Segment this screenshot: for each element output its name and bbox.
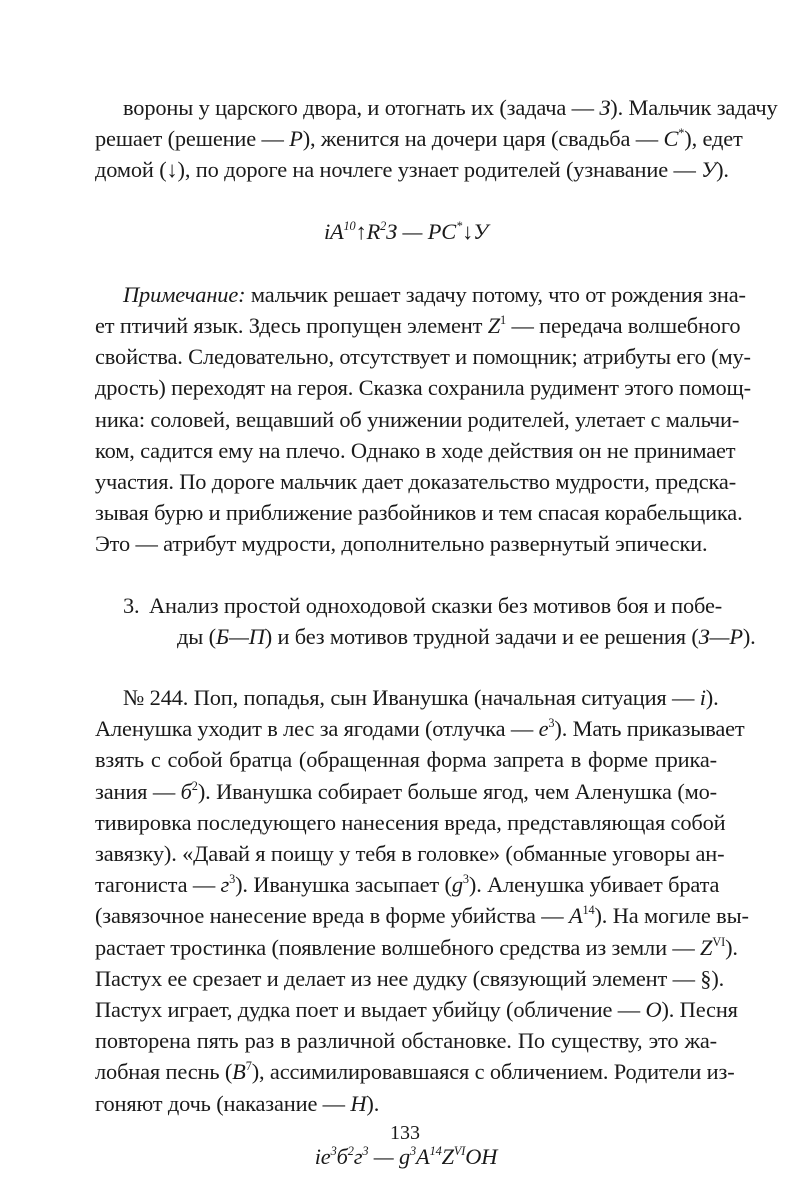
italic-symbol: OH bbox=[465, 1143, 498, 1169]
italic-symbol: З bbox=[599, 95, 611, 120]
text-line: повторена пять раз в различной обстановке. По существу, это жа- bbox=[95, 1028, 717, 1054]
text-line: гоняют дочь (наказание — Н). bbox=[95, 1090, 380, 1116]
superscript: * bbox=[678, 125, 685, 140]
paragraph-1 bbox=[95, 92, 778, 186]
superscript: 7 bbox=[245, 1059, 252, 1074]
superscript: * bbox=[456, 218, 463, 233]
italic-symbol: Z bbox=[441, 1143, 454, 1169]
italic-symbol: Н bbox=[350, 1090, 367, 1116]
superscript: 2 bbox=[347, 1143, 354, 1158]
superscript: 10 bbox=[343, 218, 356, 233]
italic-symbol: В bbox=[232, 1059, 246, 1085]
text-line: домой (↓), по дороге на ночлеге узнает родителей (узнавание — У). bbox=[95, 157, 729, 183]
section-heading bbox=[95, 590, 756, 652]
text-line: завязку). «Давай я поищу у тебя в головке» (обманные уговоры ан- bbox=[95, 841, 725, 867]
italic-symbol: У bbox=[701, 157, 717, 183]
italic-symbol: iA bbox=[323, 218, 344, 244]
italic-symbol: R bbox=[366, 218, 381, 244]
italic-symbol: У bbox=[473, 218, 489, 244]
text-line: растает тростинка (появление волшебного средства из земли — $Z^{VI}$). bbox=[95, 934, 738, 960]
superscript: 3 bbox=[462, 872, 469, 887]
spacer bbox=[95, 560, 717, 590]
italic-symbol: г bbox=[220, 872, 230, 898]
formula-2 bbox=[95, 1141, 717, 1172]
text-line: ет птичий язык. Здесь пропущен элемент $Z^1$ — передача волшебного bbox=[95, 312, 741, 339]
italic-symbol: Б—П bbox=[215, 623, 265, 649]
text-line: тагониста — $г^3$). Иванушка засыпает $(g^3)$. Аленушка убивает брата bbox=[95, 872, 720, 898]
superscript: 2 bbox=[380, 218, 387, 233]
text-line: зывая бурю и приближение разбойников и тем спасая корабельщика. bbox=[95, 500, 743, 526]
italic-symbol: З — РС bbox=[386, 218, 457, 244]
italic-symbol: Z bbox=[487, 313, 501, 339]
italic-symbol: С bbox=[663, 126, 679, 152]
italic-symbol: б bbox=[180, 778, 192, 804]
superscript: 1 bbox=[500, 312, 507, 327]
superscript: 3 bbox=[362, 1143, 369, 1158]
superscript: 2 bbox=[191, 778, 198, 793]
section-line-1: Анализ простой одноходовой сказки без мотивов боя и побе- bbox=[149, 592, 723, 618]
spacer bbox=[95, 652, 717, 682]
page-number: 133 bbox=[390, 1122, 420, 1144]
note-paragraph bbox=[95, 279, 751, 560]
italic-symbol: З—Р bbox=[698, 623, 743, 649]
italic-symbol: g bbox=[451, 872, 463, 898]
text-line: Пастух играет, дудка поет и выдает убийцу (обличение — О). Песня bbox=[95, 997, 738, 1023]
italic-symbol: ie bbox=[314, 1143, 331, 1169]
italic-symbol: О bbox=[645, 997, 662, 1023]
italic-symbol: Р bbox=[289, 126, 303, 152]
page-body bbox=[95, 92, 778, 1172]
section-line-2: ды (Б—П) и без мотивов трудной задачи и ее решения (З—Р). bbox=[177, 623, 756, 649]
text-line: зания — $б^2$). Иванушка собирает больше ягод, чем Аленушка (мо- bbox=[95, 778, 717, 804]
text-line: лобная песнь $(В^7)$, ассимилировавшаяся с обличением. Родители из- bbox=[95, 1059, 735, 1085]
text-line: Это — атрибут мудрости, дополнительно развернутый эпически. bbox=[95, 531, 708, 557]
superscript: 14 bbox=[582, 903, 595, 918]
italic-symbol: Z bbox=[700, 934, 713, 960]
italic-symbol: A bbox=[416, 1143, 430, 1169]
text-line: Примечание: мальчик решает задачу потому, что от рождения зна- bbox=[123, 281, 746, 307]
italic-symbol: г bbox=[353, 1143, 363, 1169]
text-line: вороны у царского двора, и отогнать их (задача — З). Мальчик задачу bbox=[123, 95, 778, 120]
text-line: дрость) переходят на героя. Сказка сохранила рудимент этого помощ- bbox=[95, 375, 751, 401]
superscript: 3 bbox=[410, 1143, 417, 1158]
italic-symbol: е bbox=[538, 716, 549, 742]
text-line: (завязочное нанесение вреда в форме убийства — $А^{14}$). На могиле вы- bbox=[95, 903, 749, 929]
formula-1: $iA^{10}↑R^2З$ — РС*↓У bbox=[323, 218, 489, 244]
superscript: VI bbox=[712, 934, 726, 949]
text-line: ника: соловей, вещавший об унижении родителей, улетает с мальчи- bbox=[95, 406, 740, 432]
text-line: свойства. Следовательно, отсутствует и помощник; атрибуты его (му- bbox=[95, 344, 751, 370]
italic-symbol: — g bbox=[368, 1143, 411, 1169]
superscript: 3 bbox=[548, 716, 555, 731]
section-number: 3. bbox=[123, 592, 140, 618]
italic-symbol: А bbox=[568, 903, 583, 929]
italic-symbol: i bbox=[699, 685, 706, 711]
superscript: VI bbox=[453, 1143, 466, 1158]
text-line: Пастух ее срезает и делает из нее дудку (связующий элемент — §). bbox=[95, 965, 725, 991]
text-line: Аленушка уходит в лес за ягодами (отлучка — $е^3$). Мать приказывает bbox=[95, 716, 745, 742]
text-line: участия. По дороге мальчик дает доказательство мудрости, предска- bbox=[95, 469, 736, 495]
text-line: № 244. Поп, попадья, сын Иванушка (начальная ситуация — i). bbox=[123, 685, 719, 711]
text-line: тивировка последующего нанесения вреда, представляющая собой bbox=[95, 809, 726, 835]
superscript: 3 bbox=[330, 1143, 337, 1158]
italic-symbol: б bbox=[336, 1143, 348, 1169]
paragraph-2 bbox=[95, 682, 749, 1119]
text-line: взять с собой братца (обращенная форма запрета в форме прика- bbox=[95, 747, 717, 773]
superscript: 14 bbox=[429, 1143, 442, 1158]
superscript: 3 bbox=[229, 872, 236, 887]
note-label: Примечание: bbox=[123, 281, 246, 307]
text-line: решает (решение — Р), женится на дочери царя (свадьба — С*), едет bbox=[95, 125, 743, 152]
text-line: ком, садится ему на плечо. Однако в ходе действия он не принимает bbox=[95, 437, 736, 463]
